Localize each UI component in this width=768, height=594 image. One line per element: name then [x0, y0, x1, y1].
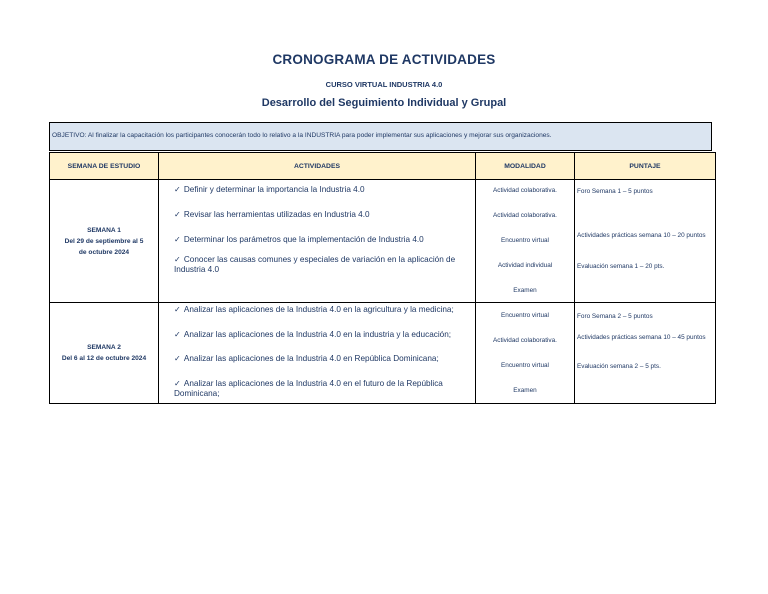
points-item: Actividades prácticas semana 10 – 20 puntos — [577, 232, 706, 239]
list-item: ✓ Analizar las aplicaciones de la Industria 4.0 en el futuro de la República Dominicana; — [174, 379, 443, 398]
points-item: Foro Semana 1 – 5 puntos — [577, 188, 653, 195]
week-cell — [50, 303, 159, 404]
header-activities: ACTIVIDADES — [159, 153, 476, 180]
checkmark-icon: ✓ — [174, 330, 181, 339]
modality-item: Examen — [513, 287, 537, 294]
points-item: Evaluación semana 1 – 20 pts. — [577, 263, 665, 270]
week-title: SEMANA 2 — [87, 344, 121, 351]
header-week: SEMANA DE ESTUDIO — [50, 153, 159, 180]
points-cell — [575, 180, 716, 303]
modality-item: Actividad colaborativa. — [493, 212, 557, 219]
week-title: SEMANA 1 — [87, 226, 121, 234]
list-item: ✓ Analizar las aplicaciones de la Industria 4.0 en la industria y la educación; — [174, 330, 452, 339]
checkmark-icon: ✓ — [174, 255, 181, 264]
activities-cell — [159, 180, 476, 303]
modality-item: Encuentro virtual — [501, 312, 549, 319]
course-name: CURSO VIRTUAL INDUSTRIA 4.0 — [325, 80, 443, 89]
week-dates: Del 6 al 12 de octubre 2024 — [61, 355, 147, 362]
page-title: CRONOGRAMA DE ACTIVIDADES — [272, 52, 496, 67]
table-header-row — [50, 153, 716, 180]
points-item: Actividades prácticas semana 10 – 45 puntos — [577, 334, 706, 341]
modality-cell — [476, 180, 575, 303]
points-item: Evaluación semana 2 – 5 pts. — [577, 363, 661, 370]
table-row-week-2 — [50, 303, 716, 404]
checkmark-icon: ✓ — [174, 379, 181, 388]
list-item: ✓ Conocer las causas comunes y especiales de variación en la aplicación de Industria 4.0 — [174, 255, 456, 274]
modality-cell — [476, 303, 575, 404]
week-dates-cont: de octubre 2024 — [78, 248, 130, 256]
list-item: ✓ Determinar los parámetros que la implementación de Industria 4.0 — [174, 235, 424, 244]
list-item: ✓ Definir y determinar la importancia la Industria 4.0 — [174, 185, 365, 194]
checkmark-icon: ✓ — [174, 354, 181, 363]
header-modality: MODALIDAD — [476, 153, 575, 180]
list-item: ✓ Analizar las aplicaciones de la Industria 4.0 en la agricultura y la medicina; — [174, 305, 454, 314]
modality-item: Encuentro virtual — [501, 362, 549, 369]
checkmark-icon: ✓ — [174, 235, 181, 244]
points-cell — [575, 303, 716, 404]
table-row-week-1 — [50, 180, 716, 303]
modality-item: Actividad colaborativa. — [493, 187, 557, 194]
points-item: Foro Semana 2 – 5 puntos — [577, 313, 653, 320]
checkmark-icon: ✓ — [174, 185, 181, 194]
modality-item: Examen — [513, 387, 537, 394]
modality-item: Actividad colaborativa. — [493, 337, 557, 344]
activities-cell — [159, 303, 476, 404]
week-cell — [50, 180, 159, 303]
schedule-table — [49, 152, 716, 404]
modality-item: Actividad individual — [497, 262, 553, 269]
checkmark-icon: ✓ — [174, 305, 181, 314]
modality-item: Encuentro virtual — [501, 237, 549, 244]
page-subtitle: Desarrollo del Seguimiento Individual y Grupal — [261, 97, 507, 109]
week-dates: Del 29 de septiembre al 5 — [64, 237, 144, 245]
list-item: ✓ Analizar las aplicaciones de la Industria 4.0 en República Dominicana; — [174, 354, 439, 363]
list-item: ✓ Revisar las herramientas utilizadas en Industria 4.0 — [174, 210, 370, 219]
header-points: PUNTAJE — [575, 153, 716, 180]
objective-banner: OBJETIVO: Al finalizar la capacitación los participantes conocerán todo lo relativo a la INDUSTRIA para poder implementar sus aplicaciones y mejorar sus organizaciones. — [49, 122, 712, 151]
checkmark-icon: ✓ — [174, 210, 181, 219]
